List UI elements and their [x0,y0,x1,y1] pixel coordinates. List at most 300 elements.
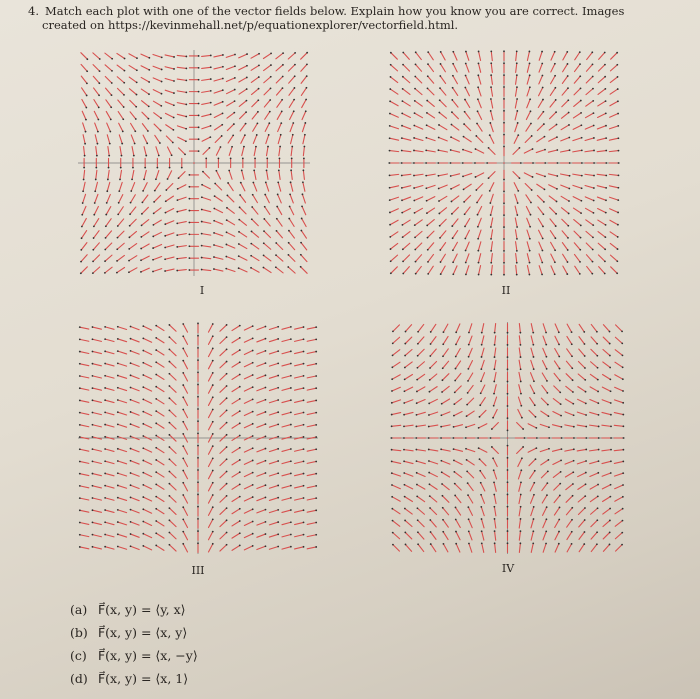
field-arrow [429,519,436,527]
field-arrow [220,434,228,441]
field-arrow [203,147,210,154]
field-arrow [442,349,448,357]
field-arrow [540,448,550,452]
field-arrow [197,433,199,443]
field-arrow [220,410,228,417]
field-arrow [141,207,148,214]
field-arrow [164,221,173,225]
field-arrow [79,375,89,378]
field-arrow [478,254,481,264]
field-arrow [516,50,518,60]
field-arrow [591,507,599,514]
field-arrow [165,78,175,81]
field-arrow [413,150,423,152]
field-arrow [389,232,398,238]
field-arrow [615,375,624,380]
field-arrow [465,448,475,452]
field-arrow [178,137,187,142]
field-arrow [142,386,151,391]
field-arrow [232,545,241,551]
field-arrow [165,102,174,106]
field-arrow [553,399,561,405]
field-arrow [390,243,398,250]
field-arrow [291,146,293,156]
field-arrow [142,460,151,465]
field-arrow [518,457,523,466]
field-arrow [220,544,228,551]
field-arrow [228,170,232,180]
field-arrow [277,194,282,203]
field-arrow [507,457,509,467]
field-arrow [227,182,233,191]
field-arrow [104,509,114,512]
field-arrow [232,435,241,441]
field-arrow [585,208,594,213]
field-arrow [119,170,121,180]
field-arrow [503,162,505,164]
field-arrow [597,150,607,152]
field-arrow [295,460,305,463]
field-arrow [527,218,531,227]
field-arrow [189,210,199,212]
field-arrow [537,184,546,190]
field-arrow [402,232,410,238]
field-arrow [307,461,317,464]
field-arrow [602,449,612,451]
field-arrow [440,266,445,275]
field-arrow [254,146,257,156]
field-arrow [549,185,558,190]
field-arrow [182,348,187,357]
field-arrow [561,174,571,177]
field-arrow [531,348,534,358]
field-arrow [590,374,598,380]
field-arrow [426,197,435,202]
field-arrow [566,374,573,381]
field-arrow [289,75,296,83]
field-arrow [590,387,599,392]
field-arrow [525,135,532,142]
field-arrow [503,122,505,132]
field-arrow [577,412,587,416]
field-arrow [579,531,585,539]
field-arrow [95,170,97,180]
field-arrow [425,174,435,176]
field-arrow [554,507,560,516]
field-arrow [579,337,585,345]
field-arrow [543,336,547,346]
field-arrow [282,411,292,414]
field-arrow [389,125,399,129]
field-arrow [577,437,587,439]
field-arrow [603,496,612,502]
field-arrow [610,88,619,94]
field-arrow [117,338,127,342]
field-arrow [425,185,435,189]
field-arrow [232,337,241,343]
field-arrow [428,412,438,416]
field-arrow [269,485,279,489]
field-arrow [404,337,411,344]
field-arrow [241,170,244,180]
field-arrow [263,230,270,237]
field-arrow [453,399,461,405]
field-arrow [585,137,595,140]
field-arrow [201,221,211,224]
field-arrow [598,243,606,250]
field-arrow [442,336,448,345]
field-arrow [531,530,534,540]
field-arrow [226,207,234,213]
field-arrow [585,186,595,189]
field-arrow [176,258,186,260]
field-arrow [269,411,279,415]
field-arrow [265,122,270,131]
field-arrow [208,335,213,344]
field-arrow [93,206,98,215]
field-arrow [92,436,102,439]
field-arrow [562,87,569,95]
field-arrow [117,533,127,537]
field-arrow [189,67,199,69]
field-arrow [567,336,573,345]
field-arrow [555,349,560,358]
field-arrow [208,482,213,491]
field-arrow [539,242,544,251]
field-arrow [451,99,458,107]
field-arrow [452,87,458,96]
field-arrow [201,184,210,189]
field-arrow [117,219,124,227]
field-arrow [176,270,186,272]
field-arrow [536,173,546,177]
field-arrow [277,111,282,120]
field-arrow [503,110,505,120]
field-arrow [468,530,472,540]
field-arrow [257,497,267,501]
field-arrow [391,461,401,464]
field-arrow [80,255,87,263]
field-arrow [189,103,199,105]
field-arrow [578,495,586,502]
field-arrow [117,207,123,216]
field-arrow [232,532,241,538]
field-arrow [586,76,593,83]
field-arrow [603,520,611,527]
field-arrow [455,531,460,540]
field-arrow [108,147,110,157]
field-arrow [573,112,582,118]
field-arrow [586,88,594,95]
field-arrow [476,195,482,204]
field-arrow [577,425,587,427]
field-arrow [452,75,457,84]
field-arrow [610,209,619,214]
field-arrow [462,173,472,177]
field-arrow [391,425,401,427]
field-arrow [477,437,487,439]
field-arrow [130,399,140,403]
field-arrow [202,90,212,92]
field-arrow [555,543,560,552]
field-arrow [94,194,98,204]
field-arrow [429,349,436,357]
field-arrow [189,186,199,188]
field-arrow [301,205,306,214]
field-arrow [131,170,134,180]
field-arrow [507,385,509,395]
field-arrow [214,89,224,93]
field-arrow [117,436,127,440]
field-arrow [189,55,199,57]
field-arrow [257,472,267,476]
field-arrow [587,51,594,59]
field-arrow [464,230,469,239]
field-arrow [229,146,233,156]
field-arrow [391,375,400,380]
field-arrow [104,436,114,439]
field-arrow [536,149,546,153]
field-arrow [165,209,174,214]
field-arrow [519,481,522,491]
field-arrow [541,411,550,417]
field-arrow [94,88,100,96]
field-arrow [490,242,492,252]
field-arrow [417,337,424,345]
field-arrow [416,412,426,415]
field-arrow [573,208,582,214]
field-arrow [130,350,140,354]
field-arrow [519,336,521,346]
field-arrow [104,534,114,537]
field-arrow [468,324,472,334]
field-arrow [401,174,411,176]
field-arrow [169,348,177,355]
field-arrow [227,89,236,94]
field-arrow [302,169,304,179]
field-arrow [555,519,560,528]
field-arrow [155,410,164,416]
field-arrow [92,546,102,549]
field-arrow [563,63,569,72]
field-arrow [574,100,582,107]
field-arrow [117,231,124,238]
field-arrow [490,218,493,228]
field-arrow [226,77,235,82]
field-arrow [389,137,399,140]
field-arrow [263,254,271,260]
field-arrow [554,361,560,370]
field-arrow [232,483,241,489]
field-arrow [561,208,569,215]
field-arrow [152,269,162,273]
field-arrow [603,362,611,368]
field-arrow [415,63,422,71]
field-arrow [590,484,599,489]
field-arrow [201,257,211,259]
choice-b: (b) F⃗(x, y) = ⟨x, y⟩ [70,625,188,640]
field-arrow [441,399,450,405]
field-arrow [488,147,495,154]
field-arrow [153,195,160,202]
field-arrow [438,137,447,141]
field-arrow [463,184,472,190]
field-arrow [614,413,624,416]
field-arrow [463,123,470,130]
field-arrow [401,137,411,140]
field-arrow [507,530,509,540]
field-arrow [295,363,305,366]
field-arrow [574,243,581,251]
field-arrow [244,447,253,452]
field-arrow [478,266,481,276]
field-arrow [202,125,212,129]
field-arrow [106,88,113,96]
field-arrow [481,518,484,528]
field-arrow [92,243,99,251]
field-arrow [197,494,199,504]
field-arrow [238,243,247,248]
field-arrow [104,326,114,329]
field-arrow [106,111,111,120]
field-arrow [144,147,147,157]
field-arrow [282,534,292,537]
field-arrow [450,185,459,190]
field-arrow [450,174,460,177]
field-arrow [598,255,605,262]
field-arrow [494,518,496,528]
field-arrow [104,375,114,378]
field-arrow [494,530,496,540]
field-arrow [290,181,293,191]
field-arrow [602,460,612,463]
field-arrow [524,148,533,153]
field-arrow [197,506,199,516]
field-arrow [427,243,434,251]
field-arrow [561,112,569,119]
field-arrow [425,149,435,151]
field-arrow [251,218,258,225]
field-arrow [518,409,523,418]
field-arrow [177,67,187,69]
field-arrow [81,231,87,240]
field-arrow [282,375,292,378]
field-arrow [429,387,438,393]
field-arrow [177,126,187,130]
field-arrow [264,87,271,94]
field-arrow [276,52,284,59]
field-arrow [93,231,99,239]
field-arrow [515,122,519,132]
field-arrow [177,55,187,57]
field-arrow [526,206,531,215]
field-arrow [442,519,448,527]
field-arrow [155,361,164,367]
field-arrow [242,146,245,156]
field-arrow [202,102,212,105]
field-arrow [282,350,292,353]
field-arrow [169,336,177,343]
field-arrow [452,266,457,275]
field-arrow [555,324,560,333]
field-arrow [586,63,593,71]
field-arrow [614,437,624,439]
field-arrow [79,497,89,500]
field-arrow [464,111,470,119]
field-arrow [165,67,175,70]
field-arrow [142,423,151,428]
field-arrow [153,66,163,70]
field-arrow [117,65,125,71]
field-arrow [404,532,411,539]
field-arrow [129,54,138,59]
field-arrow [404,484,413,489]
field-arrow [389,113,398,118]
field-arrow [155,374,164,380]
field-arrow [307,534,317,537]
field-arrow [130,435,140,439]
field-arrow [155,349,164,355]
field-arrow [130,411,140,415]
field-arrow [466,411,475,417]
field-arrow [579,519,586,527]
field-arrow [401,197,411,201]
field-arrow [453,412,462,417]
field-arrow [603,337,610,344]
field-arrow [591,337,598,345]
field-arrow [389,197,399,201]
field-arrow [454,495,461,503]
field-arrow [503,254,505,264]
field-arrow [478,424,487,429]
field-arrow [202,171,209,178]
field-arrow [391,484,400,489]
field-arrow [565,471,574,477]
field-arrow [402,243,410,250]
field-arrow [507,324,509,334]
field-arrow [602,400,612,404]
field-arrow [538,207,544,215]
field-arrow [197,518,199,528]
field-arrow [611,267,618,274]
field-arrow [241,134,246,143]
field-arrow [93,53,101,60]
field-arrow [189,126,199,128]
field-arrow [519,348,521,358]
field-arrow [141,77,150,82]
field-arrow [116,255,124,261]
field-arrow [295,448,305,451]
field-arrow [104,387,114,390]
field-arrow [538,219,544,228]
field-arrow [167,171,172,180]
field-arrow [129,219,136,226]
field-arrow [269,326,279,330]
field-arrow [244,423,253,428]
field-arrow [165,55,175,58]
field-arrow [453,459,462,464]
vector-field-plot-3 [78,322,318,554]
field-arrow [549,124,557,130]
field-arrow [253,169,256,179]
field-arrow [220,446,228,453]
field-arrow [307,424,317,427]
field-arrow [389,174,399,176]
field-arrow [169,385,177,392]
field-arrow [403,400,413,404]
field-arrow [490,86,492,96]
field-arrow [208,396,213,405]
